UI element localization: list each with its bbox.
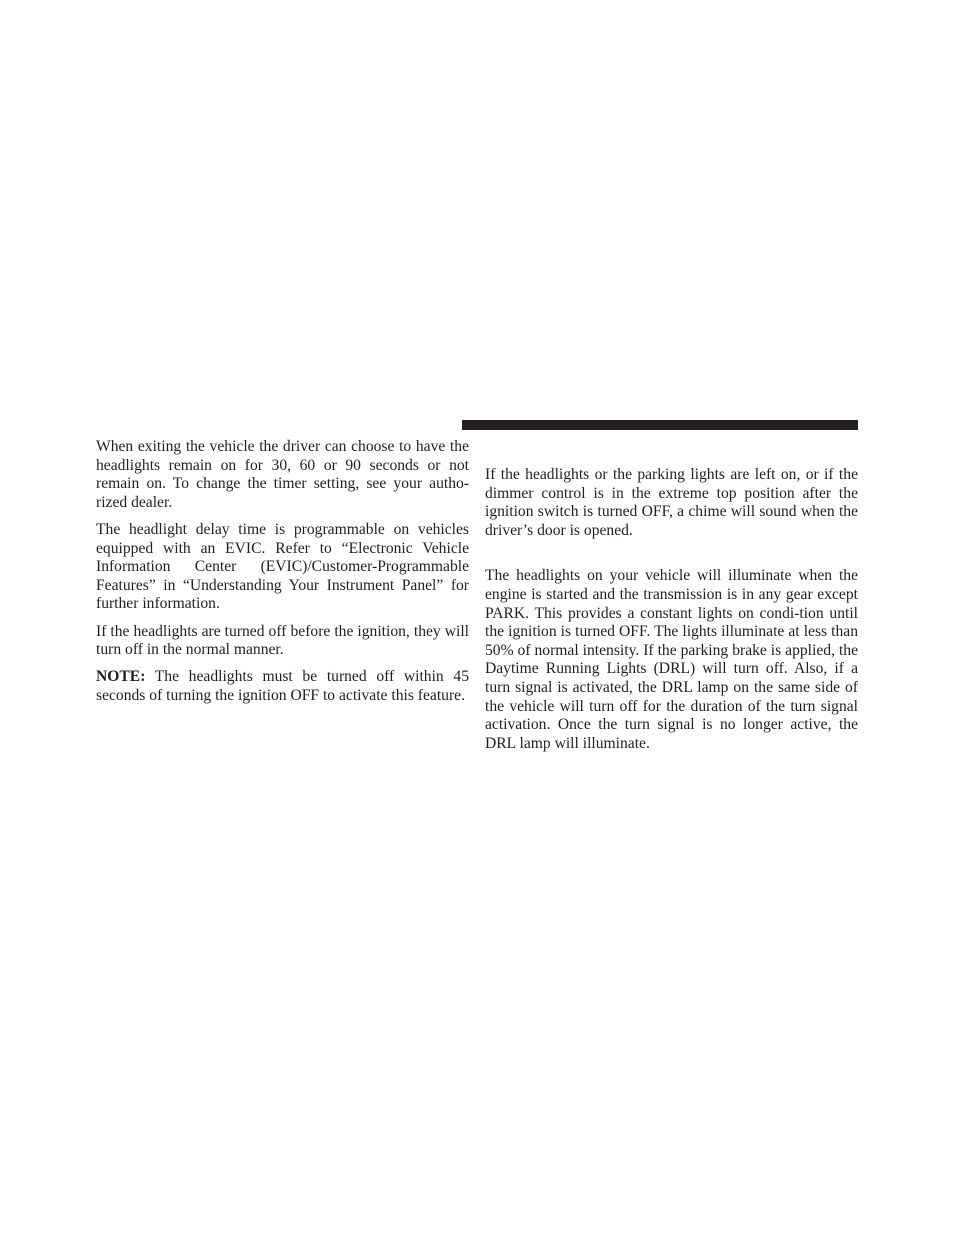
paragraph-headlight-delay-programmable: The headlight delay time is programmable on vehicles equipped with an EVIC. Refer to “Electronic Vehicle Information Center (EVIC)/Customer-Programmable Features” in “Understanding Your Instrument Panel” for further information. [96, 520, 469, 613]
note-text: The headlights must be turned off within 45 seconds of turning the ignition OFF to activate this feature. [96, 668, 469, 704]
note-paragraph [96, 668, 469, 705]
paragraph-daytime-running-lights: The headlights on your vehicle will illuminate when the engine is started and the transmission is in any gear except PARK. This provides a constant lights on condi-tion until the ignition is turned OFF. The lights illuminate at less than 50% of normal intensity. If the parking brake is applied, the Daytime Running Lights (DRL) will turn off. Also, if a turn signal is activated, the DRL lamp on the same side of the vehicle will turn off for the duration of the turn signal activation. Once the turn signal is no longer active, the DRL lamp will illuminate. [485, 567, 858, 752]
section-divider-bar [462, 420, 858, 430]
paragraph-headlights-off-before-ignition: If the headlights are turned off before the ignition, they will turn off in the normal manner. [96, 622, 469, 659]
paragraph-headlight-delay-intro: When exiting the vehicle the driver can choose to have the headlights remain on for 30, 60 or 90 seconds or not remain on. To change the timer setting, see your autho-rized dealer. [96, 438, 469, 511]
left-text-column [96, 438, 469, 706]
note-label: NOTE: [96, 668, 146, 686]
right-text-column [485, 466, 858, 753]
paragraph-lights-on-reminder: If the headlights or the parking lights are left on, or if the dimmer control is in the extreme top position after the ignition switch is turned OFF, a chime will sound when the driver’s door is opened. [485, 466, 858, 539]
